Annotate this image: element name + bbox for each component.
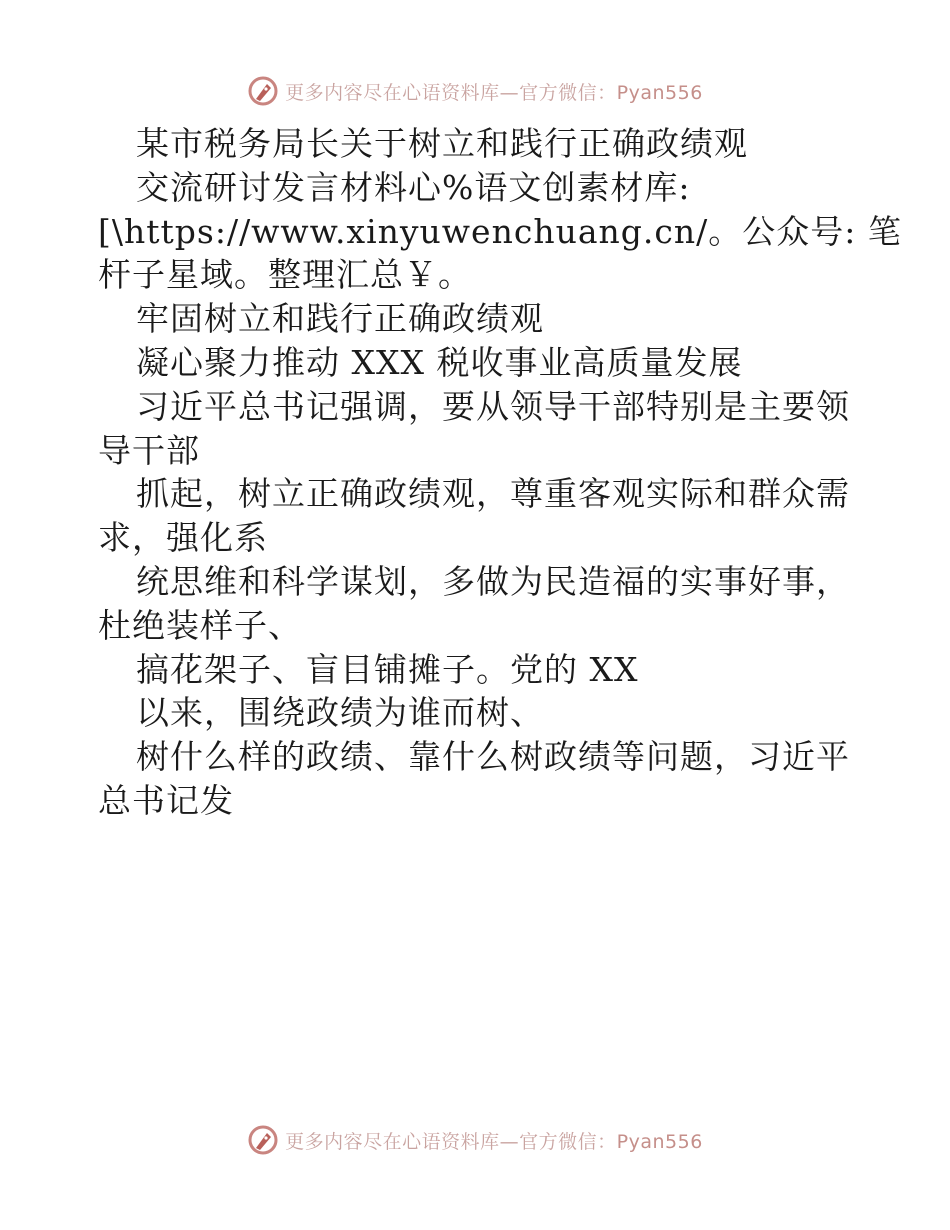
doc-paragraph-line: 搞花架子、盲目铺摊子。党的 XX <box>136 649 639 689</box>
document-body <box>98 122 902 823</box>
doc-paragraph-line: 求，强化系 <box>98 518 268 558</box>
doc-paragraph-line: 总书记发 <box>98 780 234 820</box>
doc-paragraph-line: 统思维和科学谋划，多做为民造福的实事好事， <box>136 561 850 601</box>
doc-paragraph-line: 杜绝装样子、 <box>98 605 302 645</box>
doc-paragraph-line: 习近平总书记强调，要从领导干部特别是主要领 <box>136 386 850 426</box>
doc-paragraph-line: 以来，围绕政绩为谁而树、 <box>136 693 544 733</box>
watermark-text: 更多内容尽在心语资料库—官方微信：Pyan556 <box>285 1130 703 1153</box>
doc-source-line-1: [\https://www.xinyuwenchuang.cn/。公众号: 笔 <box>98 211 902 251</box>
doc-heading-line-1: 牢固树立和践行正确政绩观 <box>136 299 544 339</box>
doc-paragraph-line: 树什么样的政绩、靠什么树政绩等问题，习近平 <box>136 737 850 777</box>
header-watermark <box>0 71 950 111</box>
footer-watermark <box>0 1120 950 1160</box>
doc-heading-line-2: 凝心聚力推动 XXX 税收事业高质量发展 <box>136 342 743 382</box>
pen-nib-logo-icon <box>247 1124 279 1156</box>
pen-nib-logo-icon <box>247 75 279 107</box>
doc-title-line-1: 某市税务局长关于树立和践行正确政绩观 <box>136 124 748 163</box>
doc-title-line-2: 交流研讨发言材料心%语文创素材库: <box>136 167 691 207</box>
doc-paragraph-line: 抓起，树立正确政绩观，尊重客观实际和群众需 <box>136 474 850 514</box>
doc-source-line-2: 杆子星域。整理汇总￥。 <box>98 255 472 295</box>
doc-paragraph-line: 导干部 <box>98 430 200 470</box>
watermark-text: 更多内容尽在心语资料库—官方微信：Pyan556 <box>285 81 703 104</box>
